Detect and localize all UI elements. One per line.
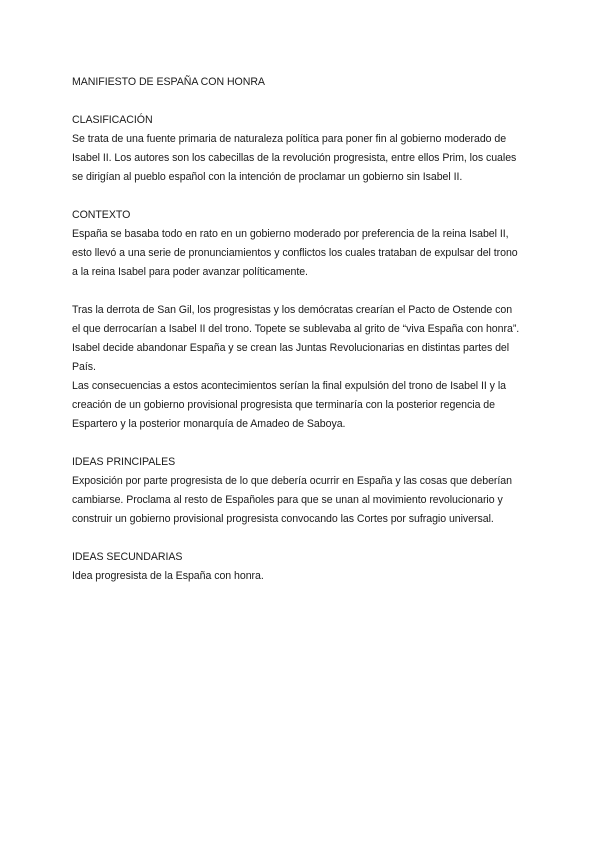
- section-ideas-secundarias: [72, 548, 522, 586]
- document-body: [72, 73, 522, 586]
- section-contexto: [72, 206, 522, 434]
- section-paragraph: Tras la derrota de San Gil, los progresistas y los demócratas crearían el Pacto de Ostende con el que derrocarían a Isabel II del trono. Topete se sublevaba al grito de “viva España con honra”.: [72, 304, 520, 335]
- section-heading: IDEAS SECUNDARIAS: [72, 551, 183, 563]
- section-paragraph: Las consecuencias a estos acontecimientos serían la final expulsión del trono de Isabel II y la creación de un gobierno provisional progresista que terminaría con la posterior regencia de Espartero y la posterior monarquía de Amadeo de Saboya.: [72, 380, 506, 430]
- section-clasificacion: [72, 111, 522, 187]
- section-paragraph: España se basaba todo en rato en un gobierno moderado por preferencia de la reina Isabel II, esto llevó a una serie de pronunciamientos y conflictos los cuales trataban de expulsar del trono a la reina Isabel para poder avanzar políticamente.: [72, 228, 518, 278]
- section-paragraph: Se trata de una fuente primaria de naturaleza política para poner fin al gobierno moderado de Isabel II. Los autores son los cabecillas de la revolución progresista, entre ellos Prim, los cuales se dirigían al pueblo español con la intención de proclamar un gobierno sin Isabel II.: [72, 133, 517, 183]
- section-heading: CLASIFICACIÓN: [72, 114, 153, 126]
- section-paragraph: Isabel decide abandonar España y se crean las Juntas Revolucionarias en distintas partes del País.: [72, 342, 510, 373]
- section-heading: IDEAS PRINCIPALES: [72, 456, 176, 468]
- section-heading: CONTEXTO: [72, 209, 131, 221]
- section-paragraph: Idea progresista de la España con honra.: [72, 570, 264, 582]
- section-paragraph: Exposición por parte progresista de lo que debería ocurrir en España y las cosas que deberían cambiarse. Proclama al resto de Españoles para que se unan al movimiento revolucionario y construir un gobierno provisional progresista convocando las Cortes por sufragio universal.: [72, 475, 512, 525]
- section-ideas-principales: [72, 453, 522, 529]
- document-title: MANIFIESTO DE ESPAÑA CON HONRA: [72, 76, 265, 88]
